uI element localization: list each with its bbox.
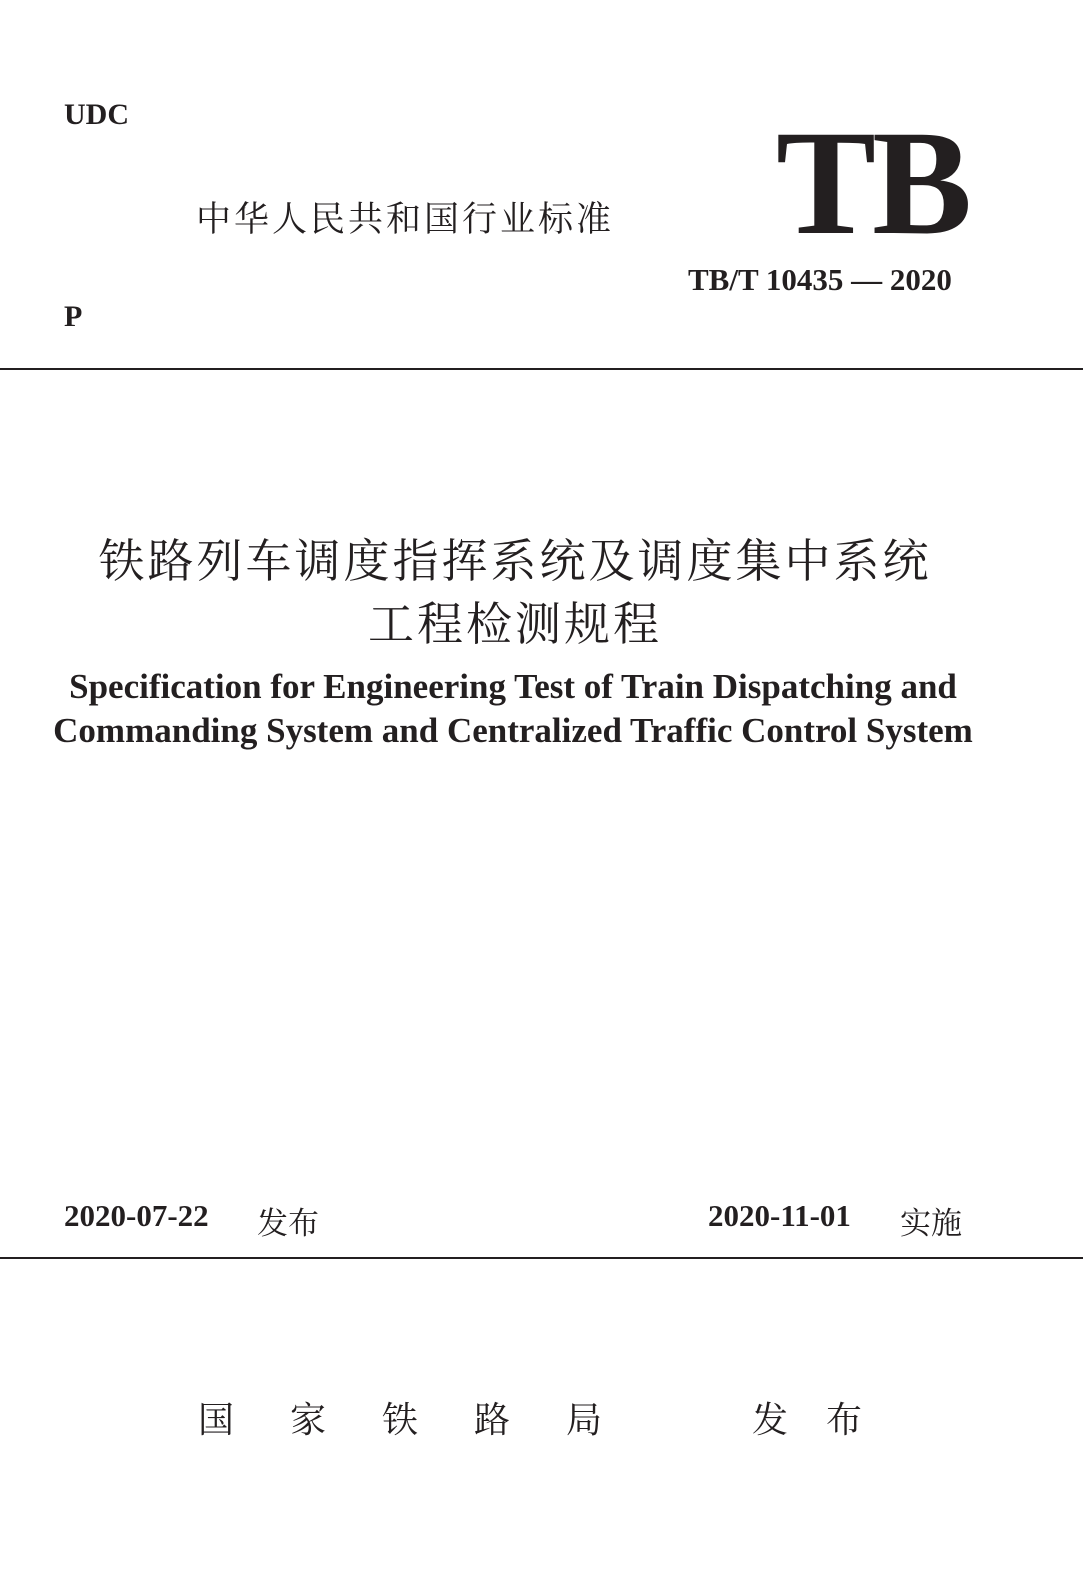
title-chinese-line-1: 铁路列车调度指挥系统及调度集中系统 (98, 534, 932, 588)
issue-label: 发布 (257, 1206, 319, 1242)
classification-code: P (64, 300, 83, 333)
bottom-divider (0, 1257, 1083, 1259)
publish-action-char: 发 (751, 1400, 788, 1441)
publish-action-char: 布 (825, 1400, 862, 1441)
publisher-char: 路 (473, 1400, 510, 1441)
publisher-char: 国 (197, 1400, 234, 1441)
publisher-char: 铁 (381, 1400, 418, 1441)
implementation-date: 2020-11-01 (708, 1198, 851, 1233)
title-chinese-line-2: 工程检测规程 (368, 597, 662, 651)
standard-number: TB/T 10435 — 2020 (688, 262, 952, 297)
publisher-char: 家 (289, 1400, 326, 1441)
issue-date: 2020-07-22 (64, 1198, 209, 1233)
udc-label: UDC (64, 98, 129, 131)
title-english-line-1: Specification for Engineering Test of Train Dispatching and (69, 667, 957, 706)
implementation-label: 实施 (900, 1206, 962, 1242)
tb-logo: TB (776, 100, 969, 266)
top-divider (0, 368, 1083, 370)
title-english-line-2: Commanding System and Centralized Traffic Control System (53, 711, 973, 750)
publisher-char: 局 (565, 1400, 602, 1441)
national-standard-title: 中华人民共和国行业标准 (196, 200, 615, 240)
